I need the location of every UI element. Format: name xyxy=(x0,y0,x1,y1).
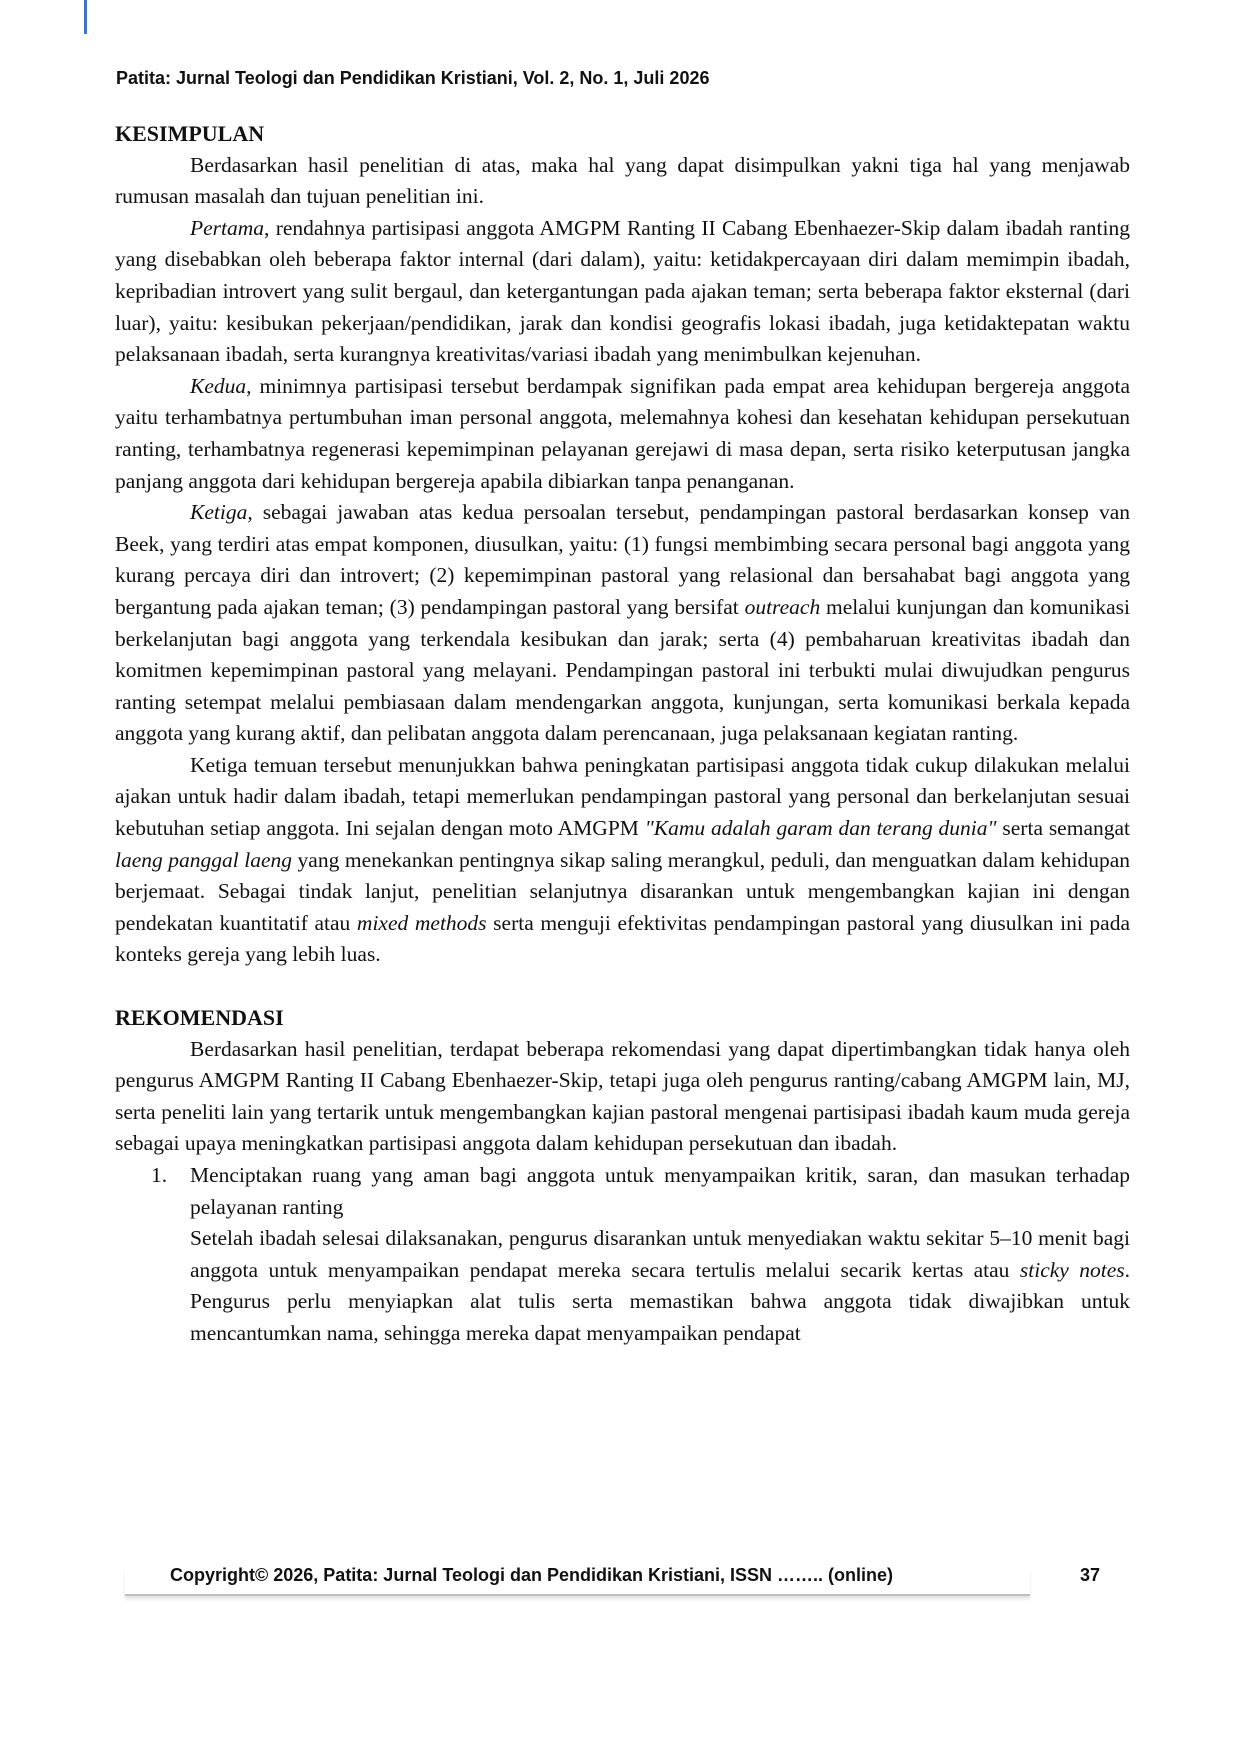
paragraph-pertama xyxy=(115,213,1130,371)
term-sticky-notes: sticky notes xyxy=(1019,1257,1125,1282)
lead-ketiga: Ketiga, xyxy=(190,500,253,525)
page-number: 37 xyxy=(1080,1565,1101,1585)
recommendation-number: 1. xyxy=(151,1163,168,1187)
paragraph-closing xyxy=(115,750,1130,971)
term-outreach: outreach xyxy=(744,594,821,619)
paragraph-kedua xyxy=(115,371,1130,497)
paragraph-ketiga-text-2: melalui kunjungan dan komunikasi berkelanjutan bagi anggota yang terkendala kesibukan dan jarak; serta (4) pembaharuan kreativitas ibadah dan komitmen kepemimpinan pastoral yang melayani. Pendampingan pastoral ini terbukti mulai diwujudkan pengurus ranting setempat melalui pembiasaan dalam mendengarkan anggota, kunjungan, serta komunikasi berkala kepada anggota yang kurang aktif, dan pelibatan anggota dalam perencanaan, juga pelaksanaan kegiatan ranting. xyxy=(115,594,1130,746)
paragraph-rekomendasi-intro-text: Berdasarkan hasil penelitian, terdapat beberapa rekomendasi yang dapat dipertimbangkan tidak hanya oleh pengurus AMGPM Ranting II Cabang Ebenhaezer-Skip, tetapi juga oleh pengurus ranting/cabang AMGPM lain, MJ, serta peneliti lain yang tertarik untuk mengembangkan kajian pastoral mengenai partisipasi ibadah kaum muda gereja sebagai upaya meningkatkan partisipasi anggota dalam kehidupan persekutuan dan ibadah. xyxy=(115,1036,1130,1156)
lead-pertama: Pertama xyxy=(190,215,265,240)
paragraph-closing-text-1: Ketiga temuan tersebut menunjukkan bahwa peningkatan partisipasi anggota tidak cukup dilakukan melalui ajakan untuk hadir dalam ibadah, tetapi memerlukan pendampingan pastoral yang personal dan berkelanjutan sesuai kebutuhan setiap anggota. Ini sejalan dengan moto AMGPM xyxy=(115,752,1130,841)
paragraph-closing-text-2: serta semangat xyxy=(996,816,1131,841)
running-head: Patita: Jurnal Teologi dan Pendidikan Kristiani, Vol. 2, No. 1, Juli 2026 xyxy=(116,68,710,88)
term-laeng-panggal-laeng: laeng panggal laeng xyxy=(115,847,293,872)
recommendation-body-text-2: . Pengurus perlu menyiapkan alat tulis serta memastikan bahwa anggota tidak diwajibkan untuk mencantumkan nama, sehingga mereka dapat menyampaikan pendapat xyxy=(190,1257,1131,1345)
recommendation-body-text-1: Setelah ibadah selesai dilaksanakan, pengurus disarankan untuk menyediakan waktu sekitar 5–10 menit bagi anggota untuk menyampaikan pendapat mereka secara tertulis melalui secarik kertas atau xyxy=(190,1226,1130,1282)
section-spacer xyxy=(115,971,1130,1002)
section-heading-rekomendasi: REKOMENDASI xyxy=(115,1005,284,1031)
section-heading-kesimpulan: KESIMPULAN xyxy=(115,121,265,146)
paragraph-rekomendasi-intro xyxy=(115,1034,1130,1160)
paragraph-pertama-text: , rendahnya partisipasi anggota AMGPM Ranting II Cabang Ebenhaezer-Skip dalam ibadah ranting yang disebabkan oleh beberapa faktor internal (dari dalam), yaitu: ketidakpercayaan diri dalam memimpin ibadah, kepribadian introvert yang sulit bergaul, dan ketergantungan pada ajakan teman; serta beberapa faktor eksternal (dari luar), yaitu: kesibukan pekerjaan/pendidikan, jarak dan kondisi geografis lokasi ibadah, juga ketidaktepatan waktu pelaksanaan ibadah, serta kurangnya kreativitas/variasi ibadah yang menimbulkan kejenuhan. xyxy=(115,215,1130,367)
header-accent-bar xyxy=(84,0,87,34)
motto-quote: "Kamu adalah garam dan terang dunia" xyxy=(644,816,997,841)
recommendation-body xyxy=(190,1223,1130,1349)
recommendation-item xyxy=(115,1160,1130,1350)
term-mixed-methods: mixed methods xyxy=(356,910,487,935)
paragraph-kedua-text: minimnya partisipasi tersebut berdampak signifikan pada empat area kehidupan bergereja anggota yaitu terhambatnya pertumbuhan iman personal anggota, melemahnya kohesi dan kesehatan kehidupan persekutuan ranting, terhambatnya regenerasi kepemimpinan pelayanan gerejawi di masa depan, serta risiko keterputusan jangka panjang anggota dari kehidupan bergereja apabila dibiarkan tanpa penanganan. xyxy=(115,373,1130,493)
paragraph-intro xyxy=(115,150,1130,213)
paragraph-closing-text-4: serta menguji efektivitas pendampingan pastoral yang diusulkan ini pada konteks gereja yang lebih luas. xyxy=(115,910,1130,967)
footer-copyright: Copyright© 2026, Patita: Jurnal Teologi dan Pendidikan Kristiani, ISSN …….. (online) xyxy=(170,1565,894,1585)
section-kesimpulan xyxy=(115,118,1130,971)
paragraph-ketiga-text-1: sebagai jawaban atas kedua persoalan tersebut, pendampingan pastoral berdasarkan konsep van Beek, yang terdiri atas empat komponen, diusulkan, yaitu: (1) fungsi membimbing secara personal bagi anggota yang kurang percaya diri dan introvert; (2) kepemimpinan pastoral yang relasional dan bersahabat bagi anggota yang bergantung pada ajakan teman; (3) pendampingan pastoral yang bersifat xyxy=(115,500,1130,619)
recommendation-title-text: Menciptakan ruang yang aman bagi anggota untuk menyampaikan kritik, saran, dan masukan terhadap pelayanan ranting xyxy=(190,1163,1130,1219)
paragraph-closing-text-3: yang menekankan pentingnya sikap saling merangkul, peduli, dan menguatkan dalam kehidupan berjemaat. Sebagai tindak lanjut, penelitian selanjutnya disarankan untuk mengembangkan kajian ini dengan pendekatan kuantitatif atau xyxy=(115,847,1130,935)
page-body xyxy=(115,118,1130,1350)
recommendation-title xyxy=(190,1160,1130,1223)
lead-kedua: Kedua, xyxy=(190,373,252,398)
paragraph-intro-text: Berdasarkan hasil penelitian di atas, maka hal yang dapat disimpulkan yakni tiga hal yang menjawab rumusan masalah dan tujuan penelitian ini. xyxy=(115,152,1130,209)
section-rekomendasi xyxy=(115,1002,1130,1350)
paragraph-ketiga xyxy=(115,497,1130,750)
